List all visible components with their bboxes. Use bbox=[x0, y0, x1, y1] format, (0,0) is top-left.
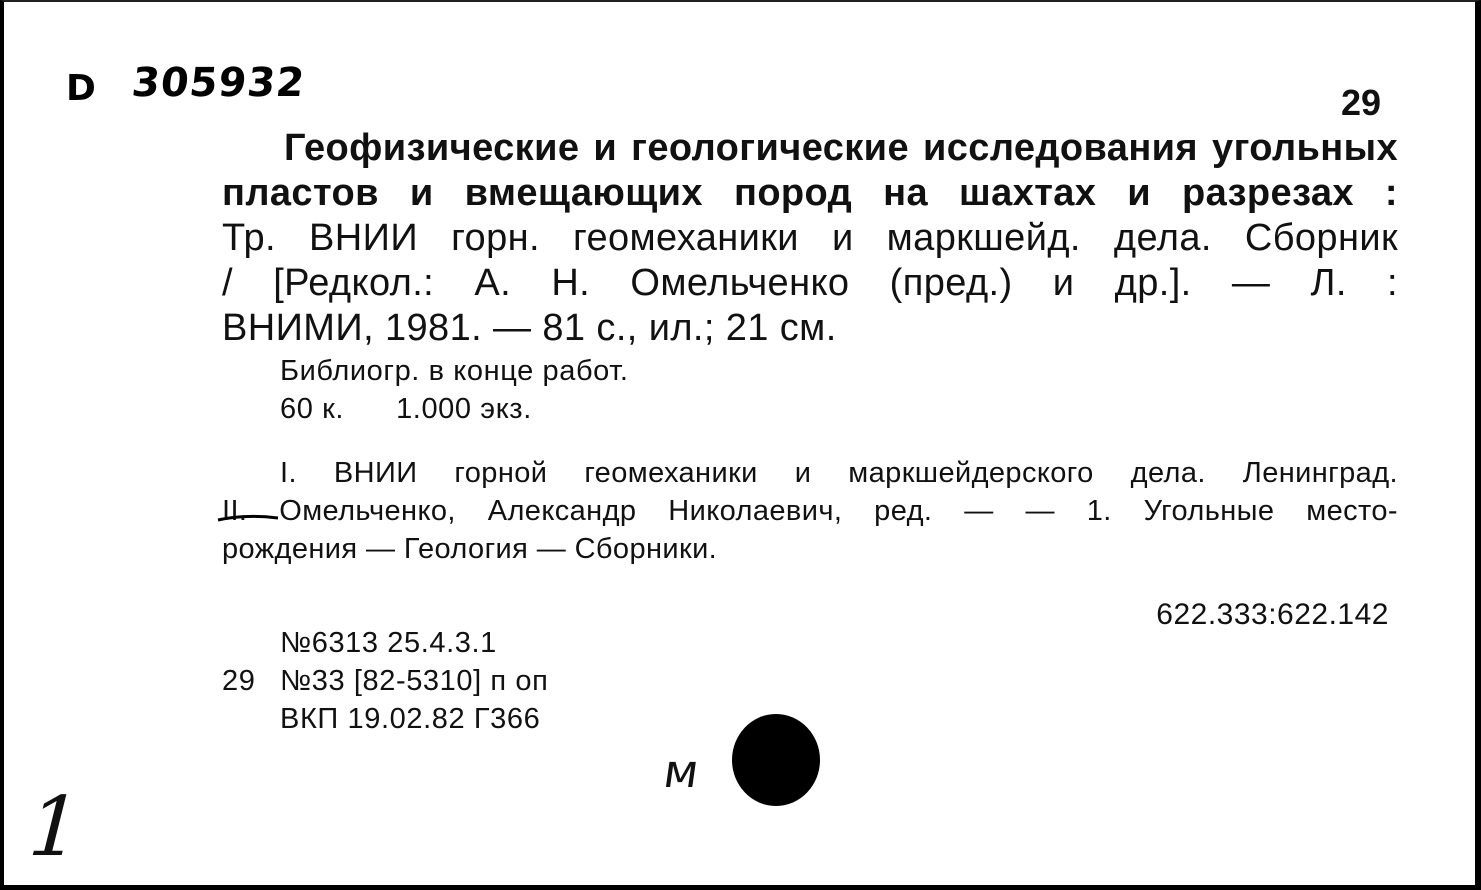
body-line: ВНИМИ, 1981. — 81 с., ил.; 21 см. bbox=[222, 307, 837, 349]
copies: 1.000 экз. bbox=[396, 393, 532, 425]
code-line: ВКП 19.02.82 Г366 bbox=[280, 703, 541, 735]
handwritten-one-mark: 1 bbox=[16, 780, 93, 875]
code-lead-number: 29 bbox=[222, 665, 256, 697]
tracing-block bbox=[222, 454, 1398, 568]
inventory-prefix: D bbox=[66, 68, 96, 109]
body-line: Тр. ВНИИ горн. геомеханики и маркшейд. дела. Сборник bbox=[222, 217, 1398, 259]
title-line: пластов и вмещающих пород на шахтах и разрезах : bbox=[222, 172, 1398, 214]
code-line: №6313 25.4.3.1 bbox=[280, 627, 497, 659]
notes-block bbox=[280, 352, 629, 428]
code-line: 29 №33 [82-5310] п оп bbox=[222, 662, 548, 700]
tracing-line: I. ВНИИ горной геомеханики и маркшейдерского дела. Ленинград. bbox=[280, 457, 1398, 489]
tracing-line: II. Омельченко, Александр Николаевич, ред. — — 1. Угольные место- bbox=[222, 495, 1398, 527]
price-copies-row bbox=[280, 390, 629, 428]
price: 60 к. bbox=[280, 393, 345, 425]
inventory-number: 305932 bbox=[129, 60, 308, 106]
black-dot-stamp bbox=[732, 714, 820, 806]
body-line: / [Редкол.: А. Н. Омельченко (пред.) и др.]. — Л. : bbox=[222, 262, 1398, 304]
card-number: 29 bbox=[1340, 82, 1381, 123]
title-line: Геофизические и геологические исследования угольных bbox=[284, 127, 1398, 169]
bibliographic-entry bbox=[222, 126, 1398, 351]
handwritten-underline bbox=[216, 508, 280, 526]
udc-index: 622.333:622.142 bbox=[1156, 598, 1389, 631]
tracing-line: рождения — Геология — Сборники. bbox=[222, 533, 718, 565]
bibliography-note: Библиогр. в конце работ. bbox=[280, 355, 629, 387]
codes-block bbox=[222, 624, 548, 738]
handwritten-m-mark: м bbox=[660, 744, 703, 798]
